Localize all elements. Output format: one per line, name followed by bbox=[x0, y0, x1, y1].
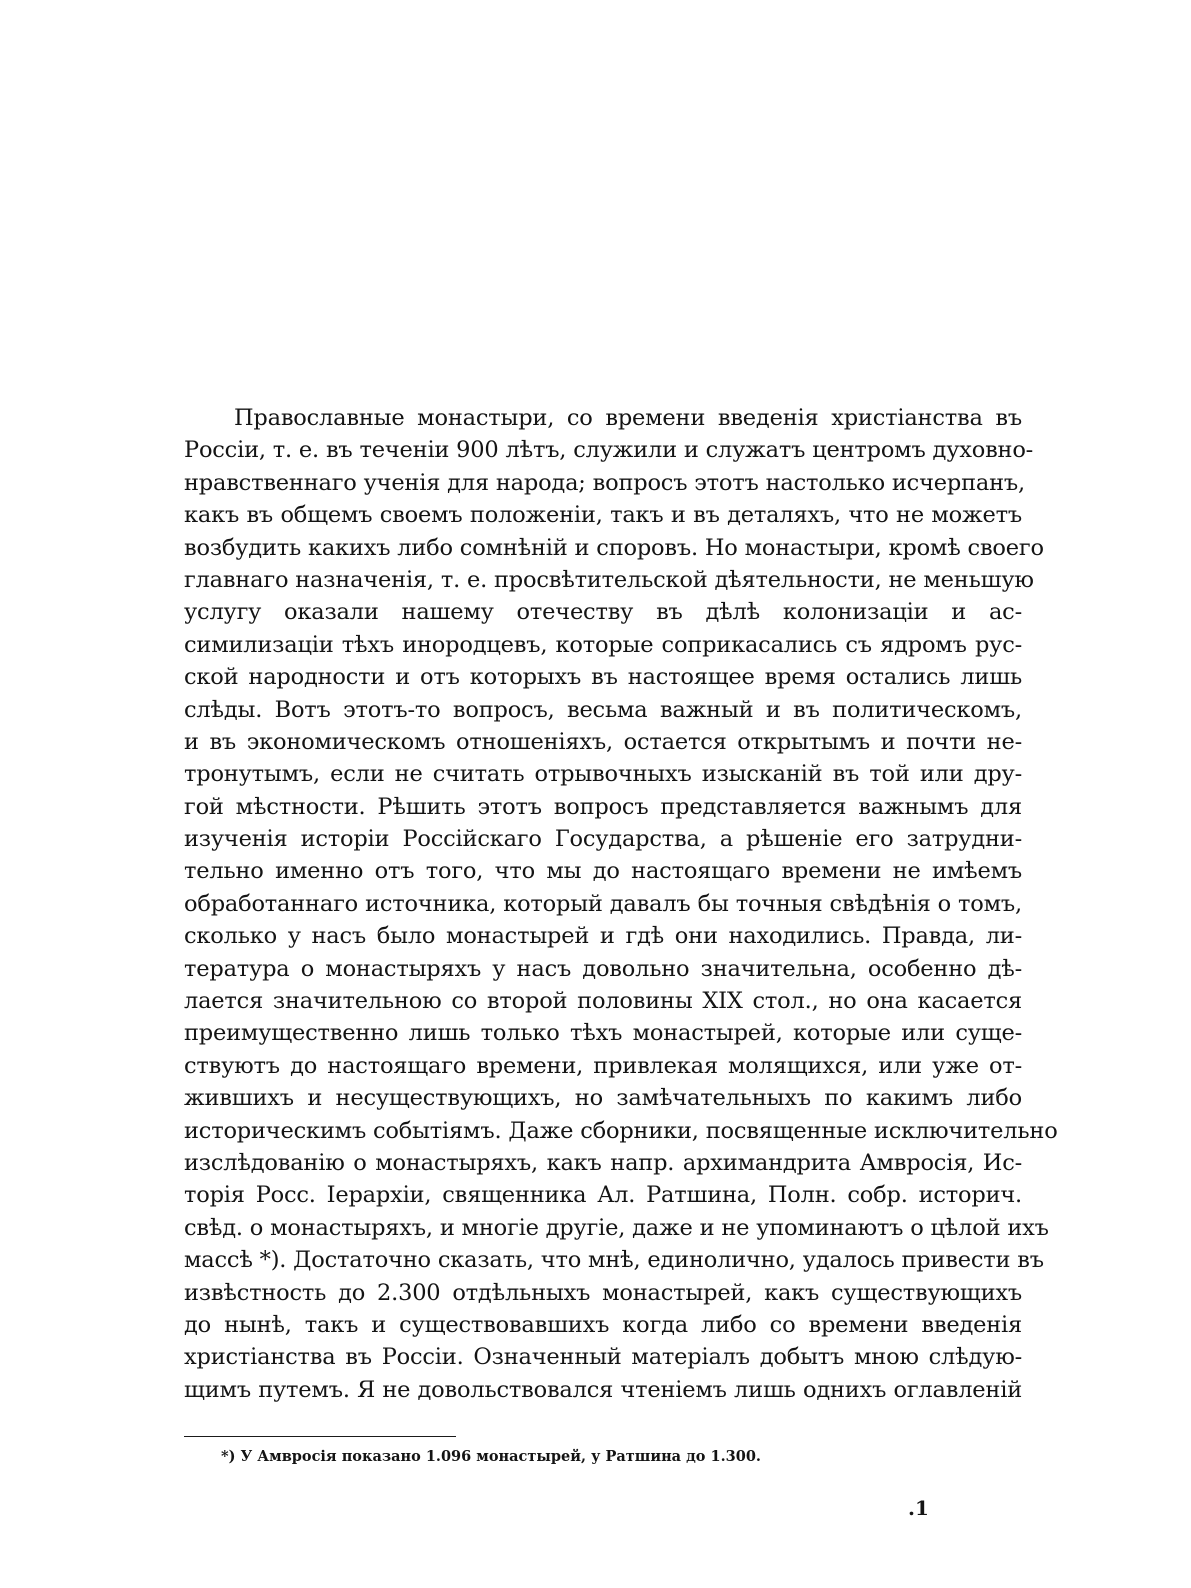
text-line: щимъ путемъ. Я не довольствовался чтеніемъ лишь однихъ оглавленій bbox=[184, 1376, 1022, 1403]
text-line: тельно именно отъ того, что мы до настоящаго времени не имѣемъ bbox=[184, 858, 1022, 885]
text-line: слѣды. Вотъ этотъ-то вопросъ, весьма важный и въ политическомъ, bbox=[184, 696, 1022, 723]
text-line: тература о монастыряхъ у насъ довольно значительна, особенно дѣ- bbox=[184, 955, 1022, 982]
text-line: ствуютъ до настоящаго времени, привлекая молящихся, или уже от- bbox=[184, 1052, 1022, 1079]
footnote-divider bbox=[184, 1436, 456, 1437]
footnote: *) У Амвросія показано 1.096 монастырей, у Ратшина до 1.300. bbox=[221, 1448, 761, 1465]
text-line: историческимъ событіямъ. Даже сборники, посвященные исключительно bbox=[184, 1117, 1058, 1144]
text-line: до нынѣ, такъ и существовавшихъ когда либо со времени введенія bbox=[184, 1311, 1022, 1338]
text-line: Православные монастыри, со времени введенія христіанства въ bbox=[234, 405, 1022, 431]
text-line: Россіи, т. е. въ теченіи 900 лѣтъ, служили и служатъ центромъ духовно- bbox=[184, 437, 1034, 464]
text-line: изслѣдованію о монастыряхъ, какъ напр. архимандрита Амвросія, Ис- bbox=[184, 1149, 1022, 1176]
text-line: услугу оказали нашему отечеству въ дѣлѣ колонизаціи и ас- bbox=[184, 599, 1022, 626]
text-line: массѣ *). Достаточно сказать, что мнѣ, единолично, удалось привести въ bbox=[184, 1247, 1044, 1274]
text-line: жившихъ и несуществующихъ, но замѣчательныхъ по какимъ либо bbox=[184, 1085, 1022, 1112]
text-line: торія Росс. Іерархіи, священника Ал. Ратшина, Полн. собр. историч. bbox=[184, 1182, 1022, 1209]
text-line: какъ въ общемъ своемъ положеніи, такъ и въ деталяхъ, что не можетъ bbox=[184, 502, 1022, 529]
text-line: извѣстность до 2.300 отдѣльныхъ монастырей, какъ существующихъ bbox=[184, 1279, 1022, 1306]
text-line: симилизаціи тѣхъ инородцевъ, которые соприкасались съ ядромъ рус- bbox=[184, 631, 1022, 658]
text-line: сколько у насъ было монастырей и гдѣ они находились. Правда, ли- bbox=[184, 923, 1022, 950]
text-line: гой мѣстности. Рѣшить этотъ вопросъ представляется важнымъ для bbox=[184, 793, 1022, 820]
text-line: лается значительною со второй половины XIX стол., но она касается bbox=[184, 988, 1022, 1015]
text-line: возбудить какихъ либо сомнѣній и споровъ. Но монастыри, кромѣ своего bbox=[184, 534, 1044, 561]
text-line: главнаго назначенія, т. е. просвѣтительской дѣятельности, не меньшую bbox=[184, 566, 1034, 593]
page-number: .1 bbox=[908, 1496, 929, 1520]
text-line: преимущественно лишь только тѣхъ монастырей, которые или суще- bbox=[184, 1020, 1022, 1047]
text-line: христіанства въ Россіи. Означенный матеріалъ добытъ мною слѣдую- bbox=[184, 1344, 1022, 1371]
text-line: нравственнаго ученія для народа; вопросъ этотъ настолько исчерпанъ, bbox=[184, 469, 1025, 496]
text-line: обработаннаго источника, который давалъ бы точныя свѣдѣнія о томъ, bbox=[184, 890, 1022, 917]
text-line: свѣд. о монастыряхъ, и многіе другіе, даже и не упоминаютъ о цѣлой ихъ bbox=[184, 1214, 1049, 1241]
text-line: изученія исторіи Россійскаго Государства, а рѣшеніе его затрудни- bbox=[184, 826, 1022, 853]
text-line: тронутымъ, если не считать отрывочныхъ изысканій въ той или дру- bbox=[184, 761, 1022, 788]
text-line: и въ экономическомъ отношеніяхъ, остается открытымъ и почти не- bbox=[184, 728, 1022, 755]
body-text bbox=[184, 402, 1058, 1406]
text-line: ской народности и отъ которыхъ въ настоящее время остались лишь bbox=[184, 664, 1022, 691]
